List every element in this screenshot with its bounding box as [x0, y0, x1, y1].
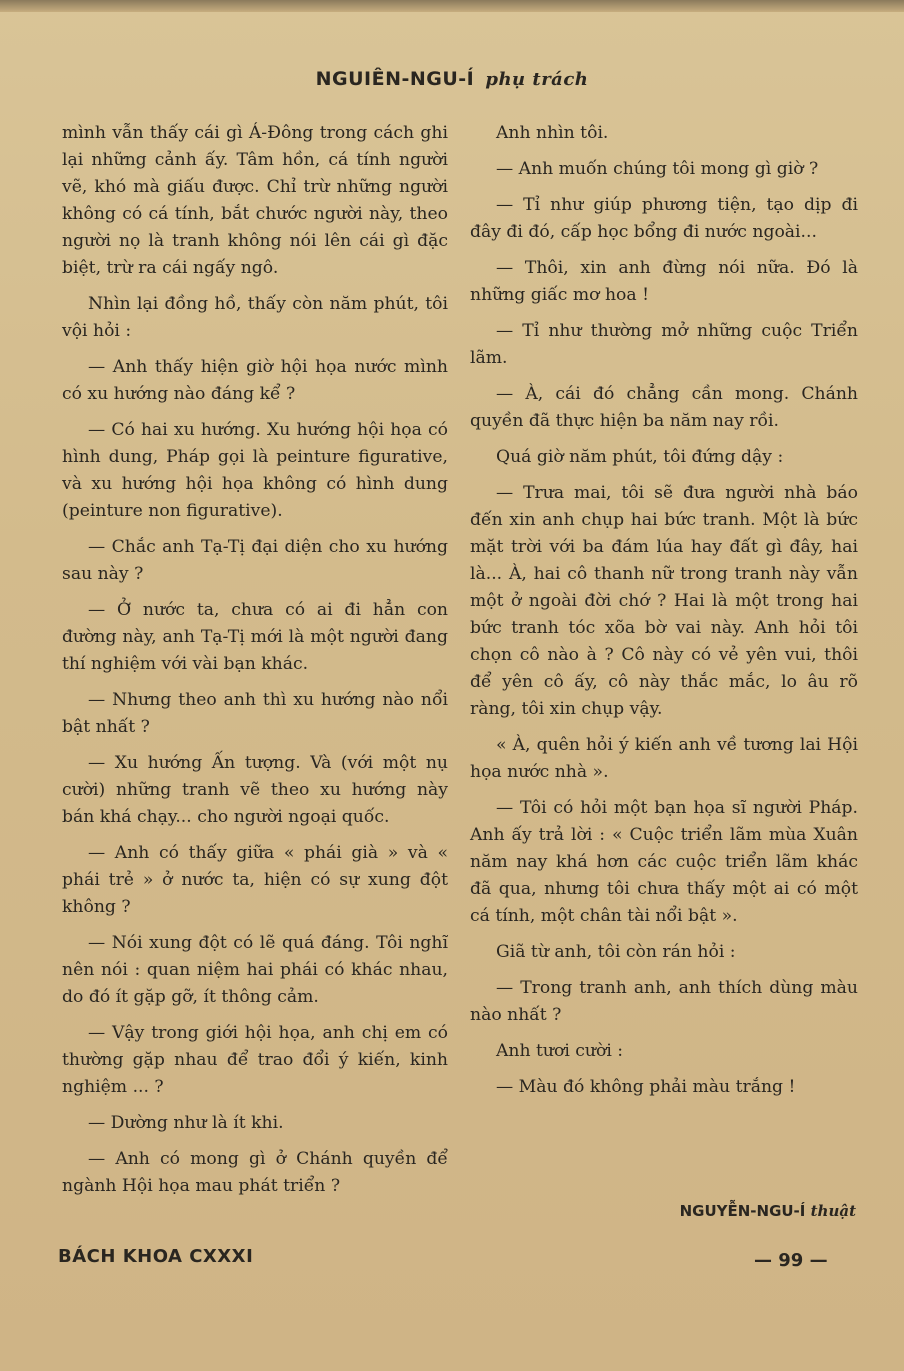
paragraph: mình vẫn thấy cái gì Á-Đông trong cách ghi lại những cảnh ấy. Tâm hồn, cá tính người vẽ, khó mà giấu được. Chỉ trừ những người không có cá tính, bắt chước người này, theo người nọ là tranh không nói lên cái gì đặc biệt, trừ ra cái ngấy ngô. [62, 123, 448, 278]
author-signature [626, 1202, 856, 1220]
paragraph: — Trưa mai, tôi sẽ đưa người nhà báo đến xin anh chụp hai bức tranh. Một là bức mặt trời với ba đám lúa hay đất gì đây, hai là... À, hai cô thanh nữ trong tranh này vẫn một ở ngoài đời chớ ? Hai là một trong hai bức tranh tóc xõa bờ vai này. Anh hỏi tôi chọn cô nào à ? Cô này có vẻ yên vui, thôi để yên cô ấy, cô này thắc mắc, lo âu rõ ràng, tôi xin chụp vậy. [470, 483, 858, 719]
paragraph: — Màu đó không phải màu trắng ! [496, 1077, 796, 1097]
paragraph: — Vậy trong giới hội họa, anh chị em có thường gặp nhau để trao đổi ý kiến, kinh nghiệm ... ? [62, 1023, 448, 1097]
paragraph: Nhìn lại đồng hồ, thấy còn năm phút, tôi vội hỏi : [62, 294, 448, 341]
paragraph: — Tỉ như giúp phương tiện, tạo dịp đi đây đi đó, cấp học bổng đi nước ngoài... [470, 195, 858, 242]
paragraph: — Trong tranh anh, anh thích dùng màu nào nhất ? [470, 978, 858, 1025]
paragraph: — Chắc anh Tạ-Tị đại diện cho xu hướng sau này ? [62, 537, 448, 584]
header-editor: NGUIÊN-NGU-Í [315, 68, 475, 90]
paragraph: — Anh muốn chúng tôi mong gì giờ ? [496, 159, 819, 179]
paragraph: — À, cái đó chẳng cần mong. Chánh quyền đã thực hiện ba năm nay rồi. [470, 384, 858, 431]
paragraph: « À, quên hỏi ý kiến anh về tương lai Hội họa nước nhà ». [470, 735, 858, 782]
signature-name: NGUYỄN-NGU-Í [679, 1202, 806, 1220]
right-column [470, 120, 858, 1110]
paragraph: — Thôi, xin anh đừng nói nữa. Đó là những giấc mơ hoa ! [470, 258, 858, 305]
paragraph: — Nhưng theo anh thì xu hướng nào nổi bật nhất ? [62, 690, 448, 737]
signature-suffix: thuật [810, 1202, 856, 1220]
paragraph: Anh tươi cười : [496, 1041, 624, 1061]
footer-publication: BÁCH KHOA CXXXI [58, 1246, 254, 1267]
paragraph: Quá giờ năm phút, tôi đứng dậy : [496, 447, 784, 467]
page-header [0, 68, 904, 90]
left-column [62, 120, 448, 1209]
footer-page-number: — 99 — [754, 1250, 828, 1271]
paragraph: — Anh thấy hiện giờ hội họa nước mình có xu hướng nào đáng kể ? [62, 357, 448, 404]
paragraph: — Dường như là ít khi. [88, 1113, 284, 1133]
paragraph: — Nói xung đột có lẽ quá đáng. Tôi nghĩ nên nói : quan niệm hai phái có khác nhau, do đó ít gặp gỡ, ít thông cảm. [62, 933, 448, 1007]
paragraph: — Tỉ như thường mở những cuộc Triển lãm. [470, 321, 858, 368]
page-top-edge [0, 0, 904, 12]
header-role: phụ trách [485, 69, 589, 90]
paragraph: Giã từ anh, tôi còn rán hỏi : [496, 942, 736, 962]
paragraph: — Anh có mong gì ở Chánh quyền để ngành Hội họa mau phát triển ? [62, 1149, 448, 1196]
paragraph: Anh nhìn tôi. [496, 123, 609, 143]
paragraph: — Xu hướng Ấn tượng. Và (với một nụ cười) những tranh vẽ theo xu hướng này bán khá chạy... cho người ngoại quốc. [62, 753, 448, 827]
paragraph: — Anh có thấy giữa « phái già » và « phái trẻ » ở nước ta, hiện có sự xung đột không ? [62, 843, 448, 917]
paragraph: — Tôi có hỏi một bạn họa sĩ người Pháp. Anh ấy trả lời : « Cuộc triển lãm mùa Xuân năm nay khá hơn các cuộc triển lãm khác đã qua, nhưng tôi chưa thấy một ai có một cá tính, một chân tài nổi bật ». [470, 798, 858, 926]
paragraph: — Có hai xu hướng. Xu hướng hội họa có hình dung, Pháp gọi là peinture figurative, và xu hướng hội họa không có hình dung (peinture non figurative). [62, 420, 448, 521]
paragraph: — Ở nước ta, chưa có ai đi hẳn con đường này, anh Tạ-Tị mới là một người đang thí nghiệm với vài bạn khác. [62, 600, 448, 674]
